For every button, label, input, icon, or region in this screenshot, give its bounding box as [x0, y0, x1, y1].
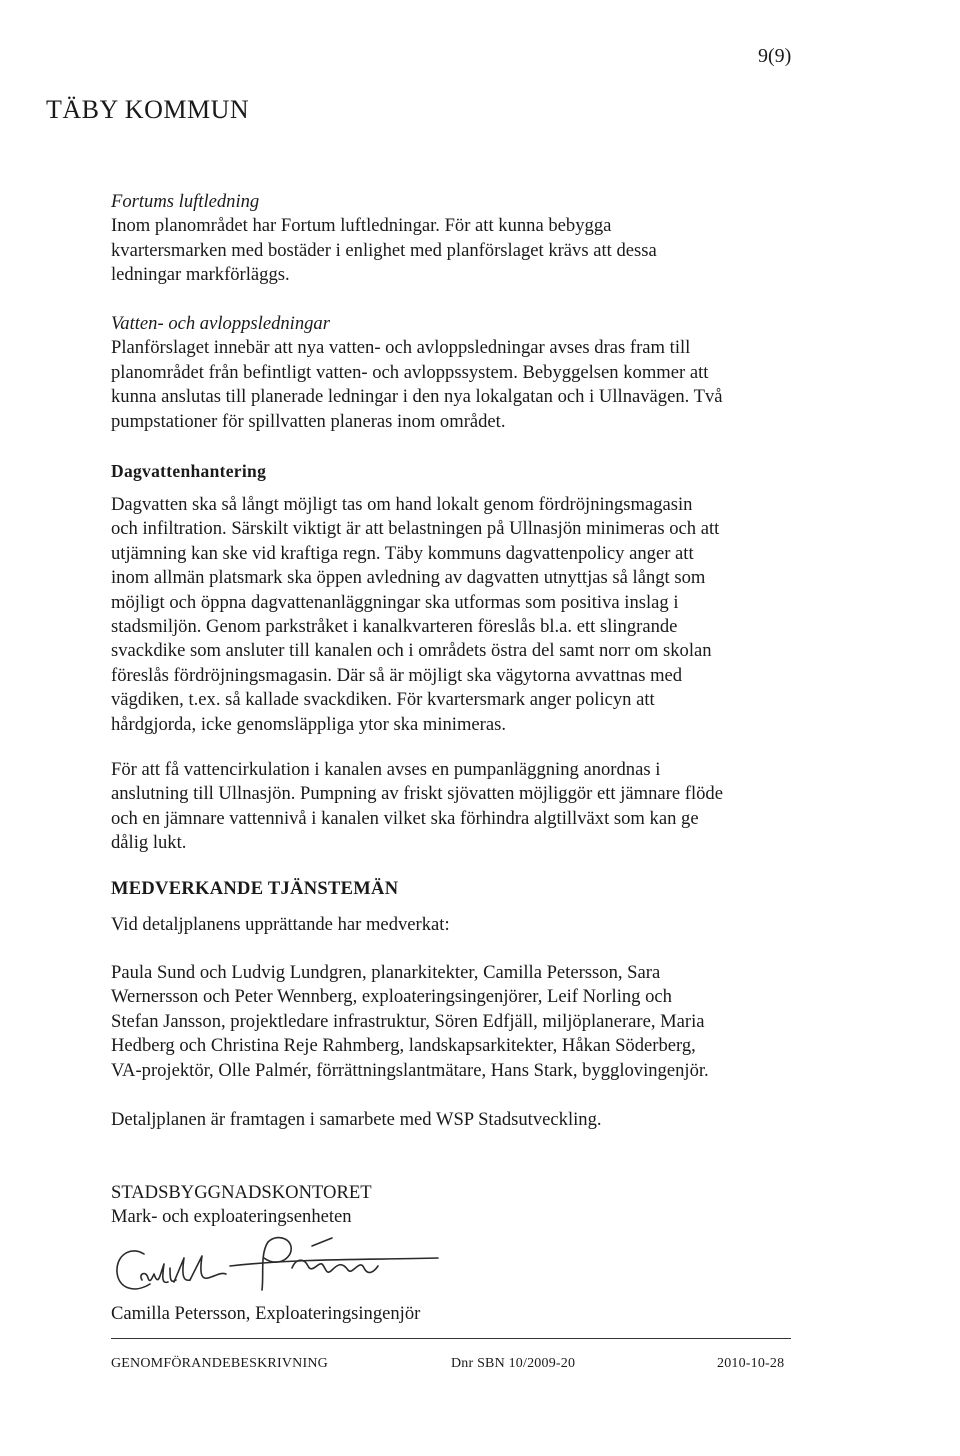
- medverkande-heading: MEDVERKANDE TJÄNSTEMÄN: [111, 879, 399, 899]
- paragraph-line: möjligt och öppna dagvattenanläggningar ska utformas som positiva inslag i: [111, 591, 679, 613]
- paragraph-line: Planförslaget innebär att nya vatten- och avloppsledningar avses dras fram till: [111, 337, 691, 359]
- signer-name: Camilla Petersson, Exploateringsingenjör: [111, 1303, 421, 1324]
- paragraph-line: svackdike som ansluter till kanalen och i områdets östra del samt norr om skolan: [111, 640, 712, 662]
- paragraph-line: VA-projektör, Olle Palmér, förrättningslantmätare, Hans Stark, bygglovingenjör.: [111, 1059, 709, 1081]
- paragraph-line: Stefan Jansson, projektledare infrastruktur, Sören Edfjäll, miljöplanerare, Maria: [111, 1010, 705, 1032]
- paragraph-line: planområdet från befintligt vatten- och avloppssystem. Bebyggelsen kommer att: [111, 361, 709, 383]
- footer-divider: [111, 1338, 791, 1339]
- organization-title: TÄBY KOMMUN: [46, 95, 250, 124]
- paragraph-line: stadsmiljön. Genom parkstråket i kanalkvarteren föreslås bl.a. ett slingrande: [111, 616, 678, 638]
- kanal-paragraph: [111, 758, 811, 856]
- paragraph-line: kunna anslutas till planerade ledningar i den nya lokalgatan och i Ullnavägen. Två: [111, 386, 723, 408]
- paragraph-line: utjämning kan ske vid kraftiga regn. Täby kommuns dagvattenpolicy anger att: [111, 542, 694, 564]
- paragraph-line: Paula Sund och Ludvig Lundgren, planarkitekter, Camilla Petersson, Sara: [111, 962, 661, 983]
- paragraph-line: Dagvatten ska så långt möjligt tas om hand lokalt genom fördröjningsmagasin: [111, 494, 693, 515]
- handwritten-signature: [112, 1228, 442, 1308]
- medverkande-intro: Vid detaljplanens upprättande har medverkat:: [111, 914, 450, 935]
- footer-date: 2010-10-28: [717, 1356, 785, 1371]
- section-vatten: [111, 312, 811, 434]
- paragraph-line: För att få vattencirkulation i kanalen avses en pumpanläggning anordnas i: [111, 759, 661, 780]
- paragraph-line: ledningar markförläggs.: [111, 264, 290, 286]
- section-heading: Vatten- och avloppsledningar: [111, 313, 330, 334]
- paragraph-line: kvartersmarken med bostäder i enlighet med planförslaget krävs att dessa: [111, 239, 657, 261]
- office-name: STADSBYGGNADSKONTORET: [111, 1182, 372, 1203]
- paragraph-line: anslutning till Ullnasjön. Pumpning av friskt sjövatten möjliggör ett jämnare flöde: [111, 783, 723, 805]
- paragraph-line: inom allmän platsmark ska öppen avledning av dagvatten utnyttjas så långt som: [111, 567, 706, 589]
- footer-doc-type: GENOMFÖRANDEBESKRIVNING: [111, 1356, 328, 1371]
- dagvatten-heading: Dagvattenhantering: [111, 461, 267, 481]
- paragraph-line: Hedberg och Christina Reje Rahmberg, landskapsarkitekter, Håkan Söderberg,: [111, 1035, 696, 1057]
- paragraph-line: dålig lukt.: [111, 832, 187, 854]
- paragraph-line: pumpstationer för spillvatten planeras inom området.: [111, 410, 506, 432]
- page-number: 9(9): [758, 45, 792, 67]
- paragraph-line: Wernersson och Peter Wennberg, exploateringsingenjörer, Leif Norling och: [111, 986, 672, 1008]
- paragraph-line: föreslås fördröjningsmagasin. Där så är möjligt ska vägytorna avvattnas med: [111, 664, 683, 686]
- paragraph-line: och infiltration. Särskilt viktigt är att belastningen på Ullnasjön minimeras och att: [111, 518, 720, 540]
- unit-name: Mark- och exploateringsenheten: [111, 1206, 352, 1227]
- medverkande-list: [111, 961, 811, 1083]
- dagvatten-paragraph: [111, 493, 811, 737]
- paragraph-line: och en jämnare vattennivå i kanalen vilket ska förhindra algtillväxt som kan ge: [111, 807, 699, 829]
- footer-dnr: Dnr SBN 10/2009-20: [451, 1356, 576, 1371]
- section-fortum: [111, 190, 811, 288]
- paragraph-line: hårdgjorda, icke genomsläppliga ytor ska minimeras.: [111, 713, 507, 735]
- paragraph-line: vägdiken, t.ex. så kallade svackdiken. För kvartersmark anger policyn att: [111, 689, 655, 711]
- section-heading: Fortums luftledning: [111, 191, 260, 212]
- paragraph-line: Inom planområdet har Fortum luftledningar. För att kunna bebygga: [111, 215, 612, 237]
- wsp-statement: Detaljplanen är framtagen i samarbete med WSP Stadsutveckling.: [111, 1109, 602, 1130]
